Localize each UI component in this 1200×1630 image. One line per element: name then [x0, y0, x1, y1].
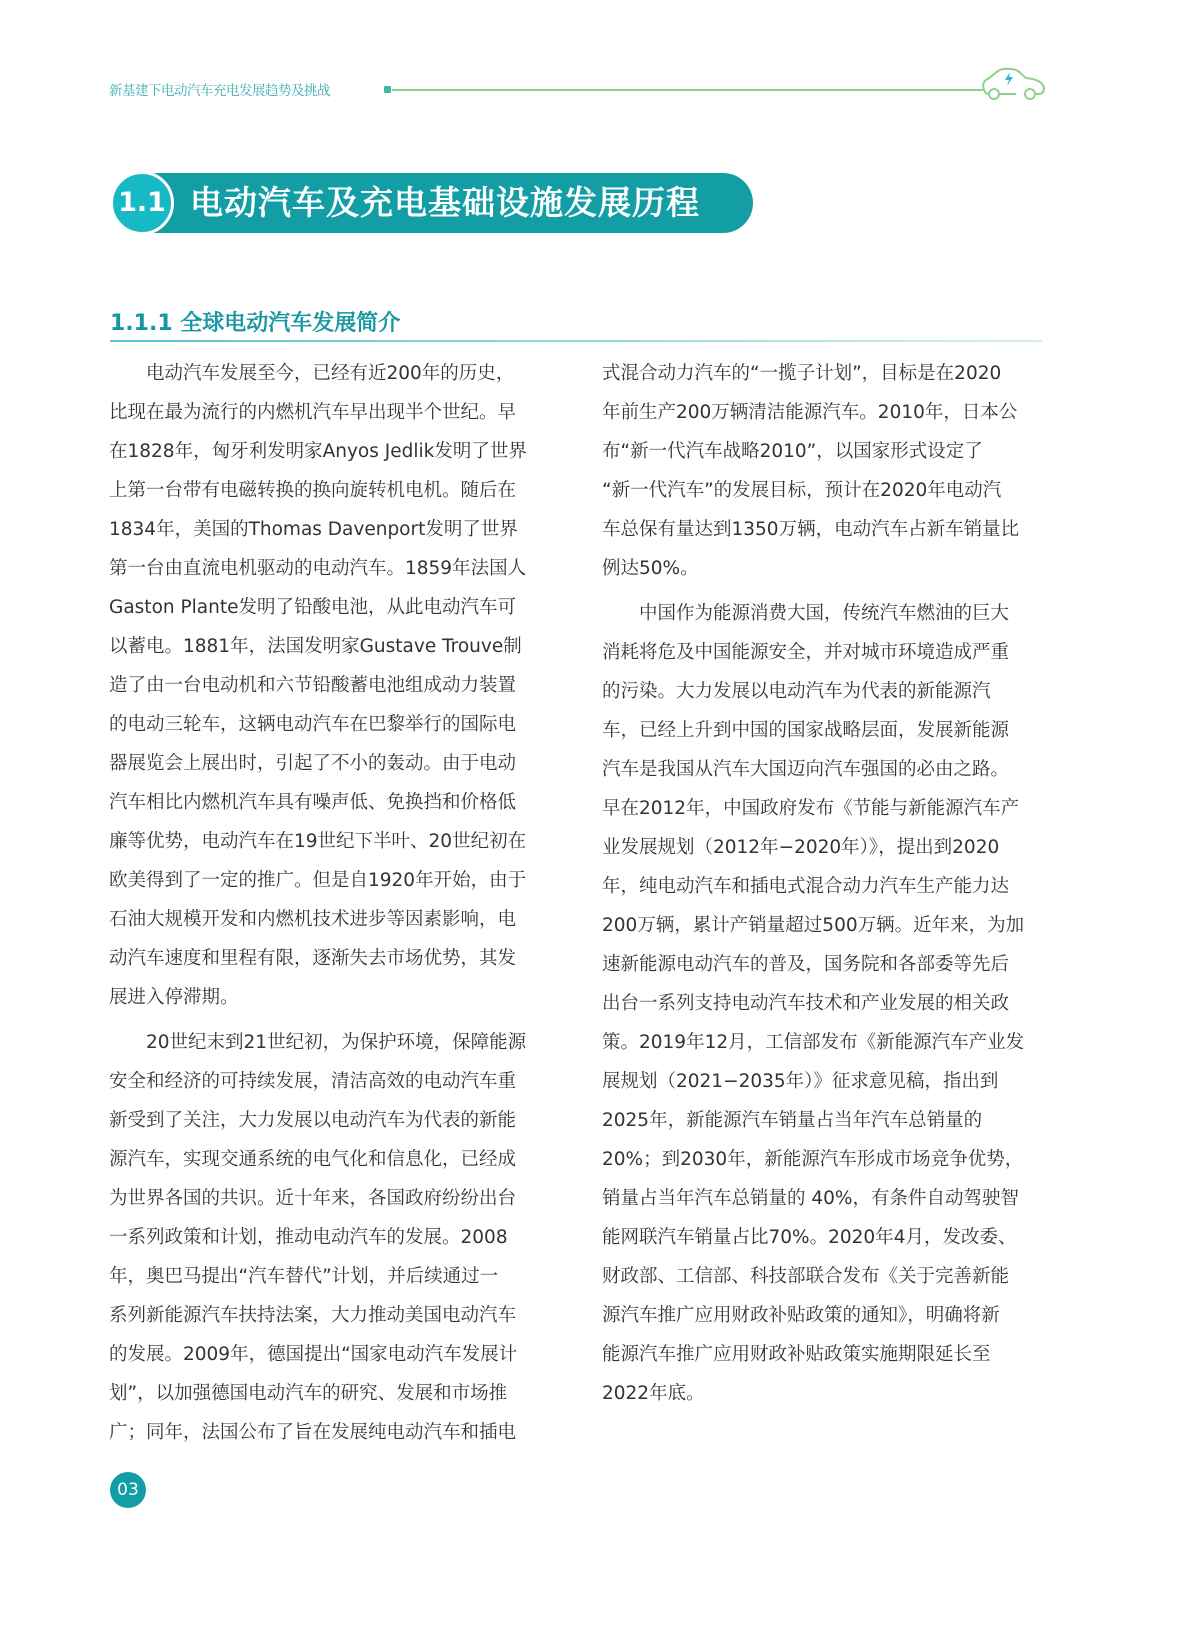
- text-line: 200万辆，累计产销量超过500万辆。近年来，为加: [602, 915, 1025, 936]
- text-line: 2025年，新能源汽车销量占当年汽车总销量的: [602, 1110, 983, 1131]
- paragraph: [109, 354, 555, 1017]
- text-line: 式混合动力汽车的“一揽子计划”，目标是在2020: [602, 363, 1002, 384]
- text-line: 能源汽车推广应用财政补贴政策实施期限延长至: [602, 1344, 991, 1365]
- text-line: 年，纯电动汽车和插电式混合动力汽车生产能力达: [602, 876, 1010, 897]
- text-line: 划”，以加强德国电动汽车的研究、发展和市场推: [109, 1383, 508, 1404]
- page-number: 03: [110, 1472, 146, 1508]
- running-title: 新基建下电动汽车充电发展趋势及挑战: [109, 83, 330, 99]
- section-title: 电动汽车及充电基础设施发展历程: [190, 183, 700, 222]
- left-column: [109, 354, 555, 1458]
- text-line: 年前生产200万辆清洁能源汽车。2010年，日本公: [602, 402, 1018, 423]
- text-line: 为世界各国的共识。近十年来，各国政府纷纷出台: [109, 1188, 517, 1209]
- text-line: 车总保有量达到1350万辆，电动汽车占新车销量比: [602, 519, 1020, 540]
- subsection-title: 1.1.1 全球电动汽车发展简介: [110, 311, 401, 336]
- text-line: 布“新一代汽车战略2010”，以国家形式设定了: [602, 441, 983, 462]
- text-line: 廉等优势，电动汽车在19世纪下半叶、20世纪初在: [109, 831, 527, 852]
- text-line: 年，奥巴马提出“汽车替代”计划，并后续通过一: [109, 1266, 499, 1287]
- text-line: 在1828年，匈牙利发明家Anyos Jedlik发明了世界: [109, 441, 527, 462]
- text-line: 器展览会上展出时，引起了不小的轰动。由于电动: [109, 753, 517, 774]
- paragraph: [602, 594, 1048, 1413]
- text-line: 的电动三轮车，这辆电动汽车在巴黎举行的国际电: [109, 714, 517, 735]
- text-line: 销量占当年汽车总销量的 40%，有条件自动驾驶智: [602, 1188, 1020, 1209]
- text-line: “新一代汽车”的发展目标，预计在2020年电动汽: [602, 480, 1002, 501]
- text-line: 上第一台带有电磁转换的换向旋转机电机。随后在: [109, 480, 517, 501]
- text-line: 安全和经济的可持续发展，清洁高效的电动汽车重: [109, 1071, 517, 1092]
- text-line: 2022年底。: [602, 1383, 705, 1404]
- text-line: 车，已经上升到中国的国家战略层面，发展新能源: [602, 720, 1010, 741]
- text-line: 汽车相比内燃机汽车具有噪声低、免换挡和价格低: [109, 792, 517, 813]
- text-line: 的发展。2009年，德国提出“国家电动汽车发展计: [109, 1344, 518, 1365]
- text-line: 展规划（2021−2035年）》征求意见稿，指出到: [602, 1071, 999, 1092]
- text-line: 比现在最为流行的内燃机汽车早出现半个世纪。早: [109, 402, 517, 423]
- text-line: 展进入停滞期。: [109, 987, 239, 1008]
- text-line: 业发展规划（2012年−2020年）》，提出到2020: [602, 837, 1000, 858]
- text-line: 20世纪末到21世纪初，为保护环境，保障能源: [109, 1032, 527, 1053]
- text-line: 速新能源电动汽车的普及，国务院和各部委等先后: [602, 954, 1010, 975]
- text-line: 财政部、工信部、科技部联合发布《关于完善新能: [602, 1266, 1010, 1287]
- text-line: 汽车是我国从汽车大国迈向汽车强国的必由之路。: [602, 759, 1010, 780]
- text-line: 动汽车速度和里程有限，逐渐失去市场优势，其发: [109, 948, 517, 969]
- text-line: 源汽车推广应用财政补贴政策的通知》，明确将新: [602, 1305, 1000, 1326]
- text-line: 的污染。大力发展以电动汽车为代表的新能源汽: [602, 681, 991, 702]
- text-line: 策。2019年12月，工信部发布《新能源汽车产业发: [602, 1032, 1025, 1053]
- section-banner: [110, 172, 753, 234]
- paragraph: [602, 354, 1048, 588]
- text-line: Gaston Plante发明了铅酸电池，从此电动汽车可: [109, 597, 516, 618]
- electric-car-icon: [970, 66, 1046, 102]
- right-column: [602, 354, 1048, 1419]
- text-line: 以蓄电。1881年，法国发明家Gustave Trouve制: [109, 636, 522, 657]
- text-line: 1834年，美国的Thomas Davenport发明了世界: [109, 519, 518, 540]
- text-line: 中国作为能源消费大国，传统汽车燃油的巨大: [602, 603, 1010, 624]
- text-line: 例达50%。: [602, 558, 699, 579]
- text-line: 造了由一台电动机和六节铅酸蓄电池组成动力装置: [109, 675, 517, 696]
- text-line: 系列新能源汽车扶持法案，大力推动美国电动汽车: [109, 1305, 517, 1326]
- text-line: 出台一系列支持电动汽车技术和产业发展的相关政: [602, 993, 1010, 1014]
- text-line: 能网联汽车销量占比70%。2020年4月，发改委、: [602, 1227, 1017, 1248]
- paragraph: [109, 1023, 555, 1452]
- text-line: 源汽车，实现交通系统的电气化和信息化，已经成: [109, 1149, 517, 1170]
- text-line: 早在2012年，中国政府发布《节能与新能源汽车产: [602, 798, 1020, 819]
- text-line: 石油大规模开发和内燃机技术进步等因素影响，电: [109, 909, 517, 930]
- subsection-divider: [110, 340, 1042, 342]
- text-line: 欧美得到了一定的推广。但是自1920年开始，由于: [109, 870, 527, 891]
- text-line: 电动汽车发展至今，已经有近200年的历史，: [109, 363, 515, 384]
- header-divider: [392, 89, 974, 91]
- text-line: 消耗将危及中国能源安全，并对城市环境造成严重: [602, 642, 1010, 663]
- header-plug-icon: [384, 86, 391, 93]
- text-line: 新受到了关注，大力发展以电动汽车为代表的新能: [109, 1110, 517, 1131]
- text-line: 广；同年，法国公布了旨在发展纯电动汽车和插电: [109, 1422, 517, 1443]
- text-line: 第一台由直流电机驱动的电动汽车。1859年法国人: [109, 558, 527, 579]
- section-number: 1.1: [118, 187, 166, 218]
- text-line: 20%；到2030年，新能源汽车形成市场竞争优势，: [602, 1149, 1024, 1170]
- text-line: 一系列政策和计划，推动电动汽车的发展。2008: [109, 1227, 508, 1248]
